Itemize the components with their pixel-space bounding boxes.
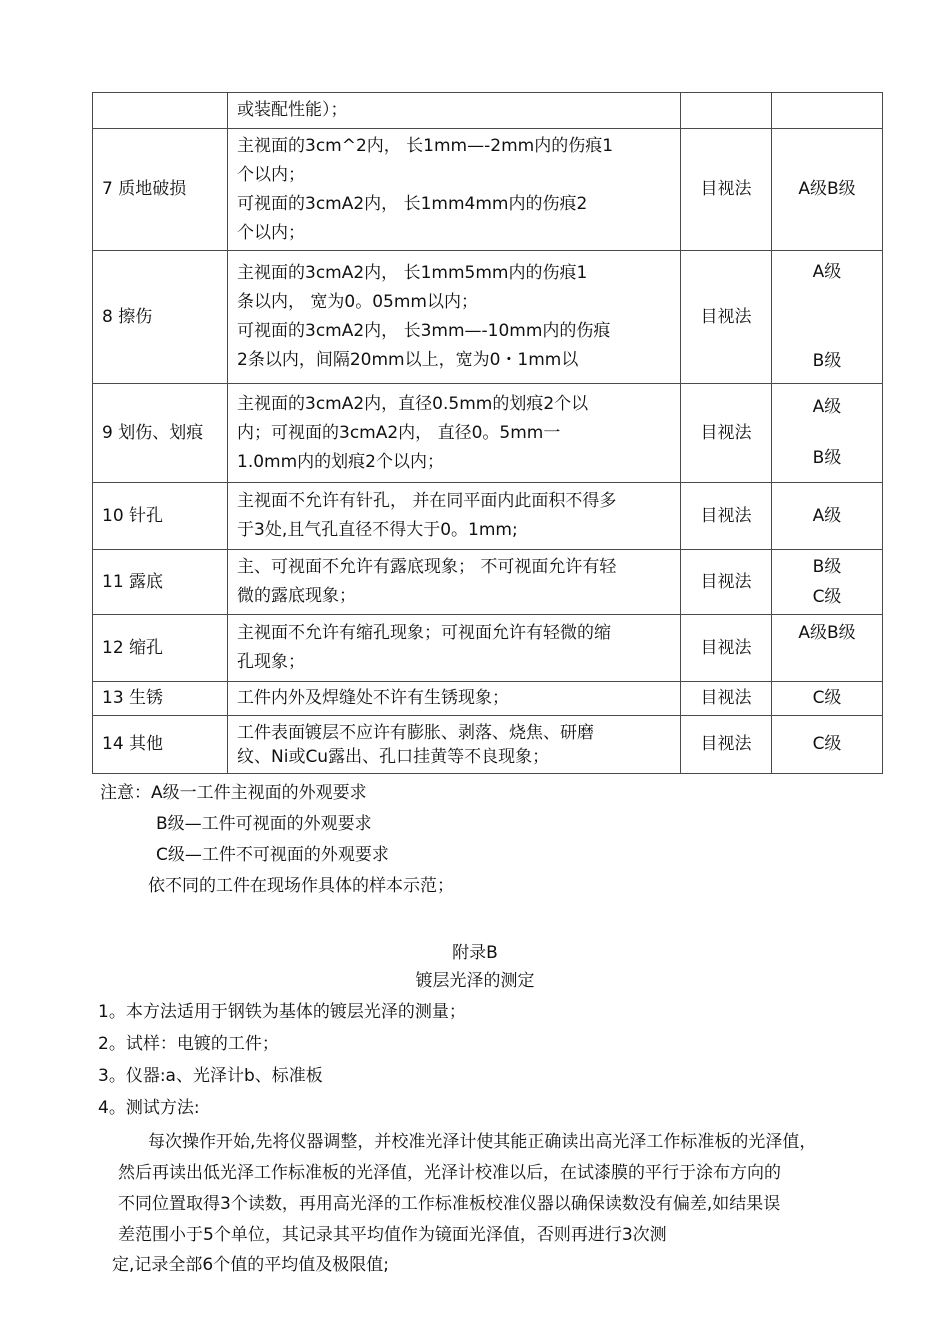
item-cell: 13 生锈 [93, 682, 228, 716]
paragraph-line: 然后再读出低光泽工作标准板的光泽值，光泽计校准以后，在试漆膜的平行于涂布方向的 [118, 1163, 781, 1183]
item-cell: 14 其他 [93, 716, 228, 774]
item-cell: 12 缩孔 [93, 615, 228, 682]
table-row [93, 93, 883, 129]
requirement-line: 主视面不允许有缩孔现象；可视面允许有轻微的缩 [237, 623, 611, 643]
requirement-line: 主视面的3cmA2内，直径0.5mm的划痕2个以 [237, 393, 589, 414]
table-row [93, 716, 883, 774]
requirement-line: 个以内； [237, 222, 305, 243]
paragraph-line: 每次操作开始,先将仪器调整，并校准光泽计使其能正确读出高光泽工作标准板的光泽值， [148, 1132, 817, 1152]
appendix-title: 附录B [452, 943, 498, 963]
requirement-cell [228, 251, 681, 384]
requirement-line: 主、可视面不允许有露底现象； 不可视面允许有轻 [237, 557, 617, 577]
requirement-line: 主视面的3cm^2内， 长1mm—-2mm内的伤痕1 [237, 135, 614, 156]
table-row [93, 483, 883, 550]
requirement-line: 可视面的3cmA2内， 长1mm4mm内的伤痕2 [237, 193, 588, 214]
requirement-line: 主视面不允许有针孔， 并在同平面内此面积不得多 [237, 491, 617, 511]
item-cell: 11 露底 [93, 550, 228, 615]
table-row [93, 384, 883, 483]
note-c: C级—工件不可视面的外观要求 [156, 845, 389, 865]
grade-cell: A级B级 [772, 129, 883, 251]
steps-list [98, 996, 466, 1124]
requirement-cell [228, 682, 681, 716]
grade-label: A级B级 [798, 623, 856, 643]
requirement-line: 纹、Ni或Cu露出、孔口挂黄等不良现象； [237, 746, 550, 767]
note-a-text: A级一工件主视面的外观要求 [151, 783, 367, 803]
requirement-line: 于3处,且气孔直径不得大于0。1mm; [237, 520, 518, 540]
grade-cell [772, 93, 883, 129]
requirement-cell [228, 384, 681, 483]
requirement-line: 微的露底现象； [237, 586, 356, 606]
paragraph-line: 不同位置取得3个读数，再用高光泽的工作标准板校准仪器以确保读数没有偏差,如结果误 [118, 1194, 781, 1214]
method-cell: 目视法 [681, 716, 772, 774]
requirement-cell [228, 550, 681, 615]
paragraph-line: 差范围小于5个单位，其记录其平均值作为镜面光泽值，否则再进行3次测 [118, 1225, 667, 1245]
requirement-line: 工件内外及焊缝处不许有生锈现象； [237, 688, 509, 708]
grade-cell: C级 [772, 716, 883, 774]
item-cell [93, 93, 228, 129]
requirement-cell [228, 716, 681, 774]
requirement-line: 个以内； [237, 164, 305, 185]
method-cell: 目视法 [681, 384, 772, 483]
grade-label: B级 [812, 557, 842, 577]
requirement-line: 工件表面镀层不应许有膨胀、剥落、烧焦、研磨 [237, 722, 594, 743]
grade-cell: A级 [772, 483, 883, 550]
requirement-cell [228, 615, 681, 682]
note-label: 注意： [100, 783, 151, 803]
method-cell: 目视法 [681, 682, 772, 716]
method-cell: 目视法 [681, 251, 772, 384]
requirement-line: 1.0mm内的划痕2个以内； [237, 451, 444, 472]
note-b: B级—工件可视面的外观要求 [156, 814, 372, 834]
method-cell: 目视法 [681, 550, 772, 615]
method-cell: 目视法 [681, 615, 772, 682]
appendix-subtitle: 镀层光泽的测定 [415, 971, 535, 991]
requirement-line: 孔现象； [237, 652, 305, 672]
item-cell: 9 划伤、划痕 [93, 384, 228, 483]
requirement-line: 或装配性能）； [237, 100, 348, 120]
item-cell: 7 质地破损 [93, 129, 228, 251]
method-cell: 目视法 [681, 129, 772, 251]
grade-cell [772, 550, 883, 615]
note-a [100, 778, 454, 809]
step-item: 3。仪器:a、光泽计b、标准板 [98, 1066, 323, 1086]
grade-label: A级 [812, 397, 842, 417]
item-cell: 8 擦伤 [93, 251, 228, 384]
table-row [93, 129, 883, 251]
note-sample: 依不同的工件在现场作具体的样本示范； [148, 876, 454, 896]
requirement-line: 主视面的3cmA2内， 长1mm5mm内的伤痕1 [237, 263, 588, 283]
table-row [93, 615, 883, 682]
step-item: 4。测试方法: [98, 1098, 200, 1118]
step-item: 1。本方法适用于钢铁为基体的镀层光泽的测量； [98, 1002, 466, 1022]
paragraph-line: 定,记录全部6个值的平均值及极限值; [112, 1255, 389, 1275]
grade-label: B级 [812, 448, 842, 468]
table-row [93, 682, 883, 716]
method-cell: 目视法 [681, 483, 772, 550]
step-item: 2。试样：电镀的工件； [98, 1034, 279, 1054]
grade-cell [772, 615, 883, 682]
grade-label: C级 [812, 587, 842, 607]
requirement-cell [228, 129, 681, 251]
grade-cell [772, 384, 883, 483]
requirement-line: 2条以内，间隔20mm以上，宽为0・1mm以 [237, 350, 579, 370]
inspection-table [92, 92, 883, 774]
table-row [93, 550, 883, 615]
method-cell [681, 93, 772, 129]
item-cell: 10 针孔 [93, 483, 228, 550]
requirement-line: 内；可视面的3cmA2内， 直径0。5mm一 [237, 422, 561, 443]
requirement-line: 可视面的3cmA2内， 长3mm—-10mm内的伤痕 [237, 321, 611, 341]
grade-cell [772, 251, 883, 384]
table-row [93, 251, 883, 384]
requirement-cell [228, 483, 681, 550]
requirement-line: 条以内， 宽为0。05mm以内； [237, 292, 478, 312]
requirement-cell [228, 93, 681, 129]
notes-block [100, 778, 454, 902]
grade-cell: C级 [772, 682, 883, 716]
grade-label: A级 [812, 262, 842, 282]
grade-label: B级 [812, 351, 842, 371]
